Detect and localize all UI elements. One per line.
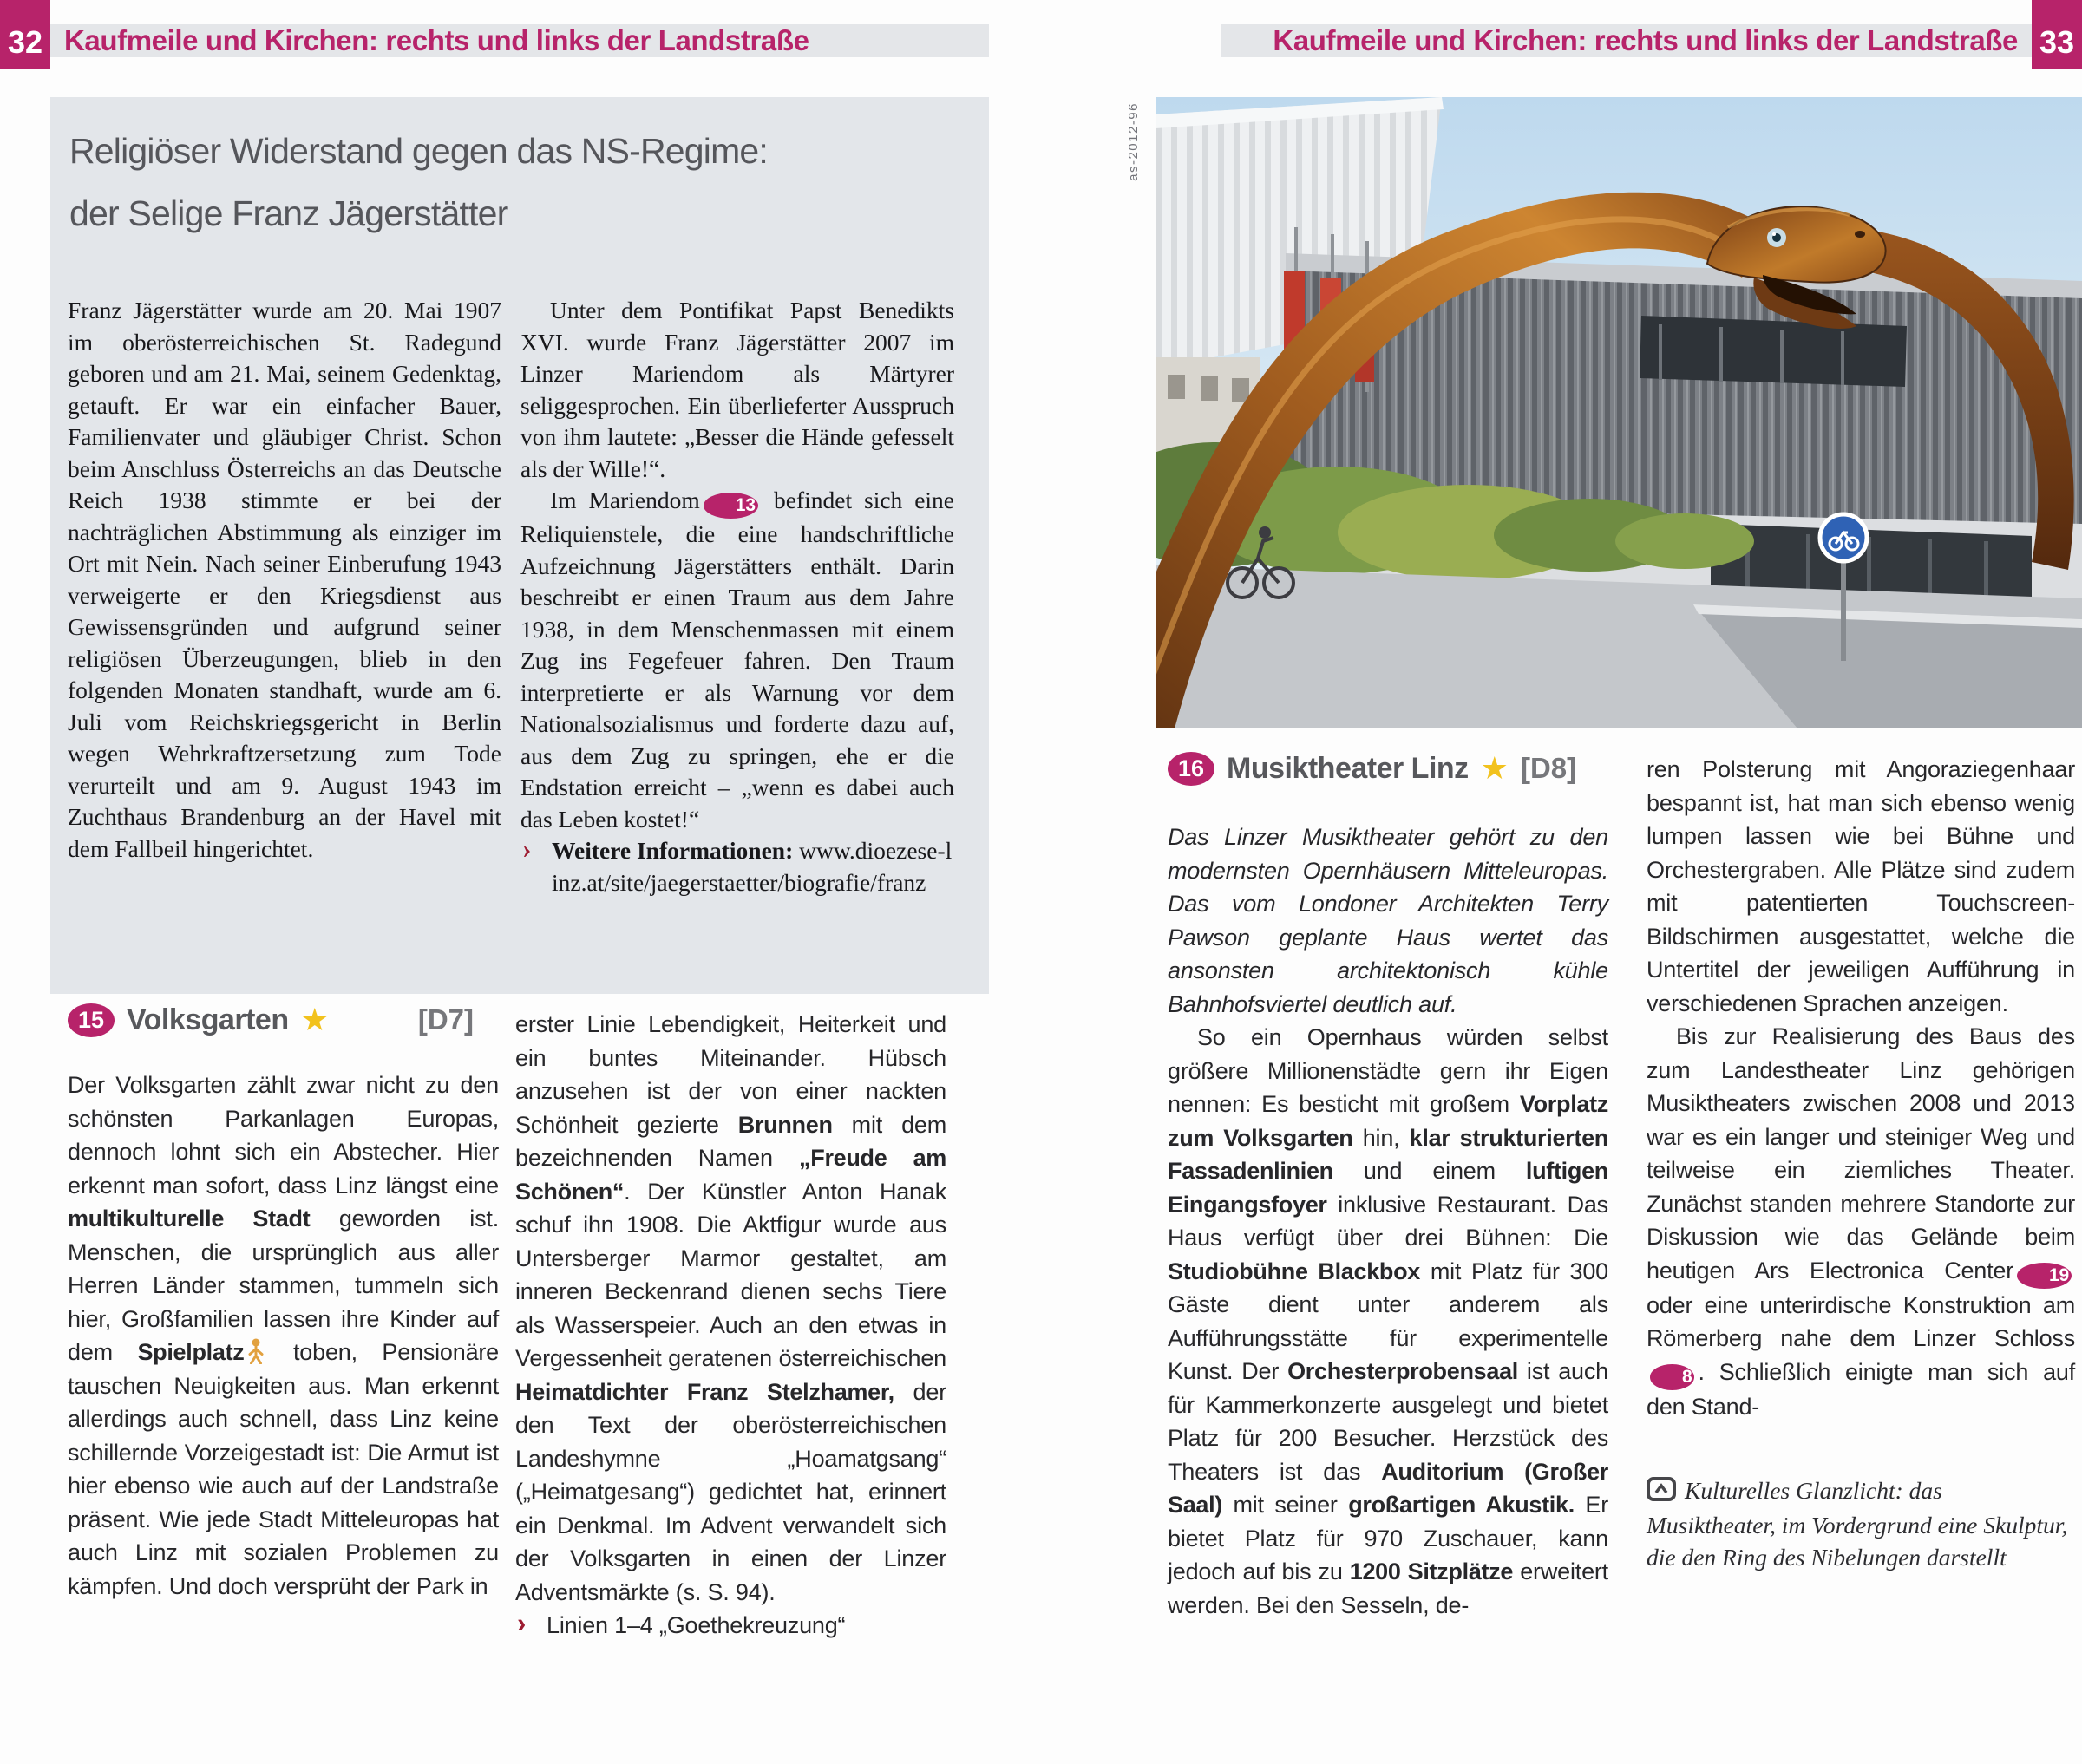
page-number-right: 33: [2032, 0, 2082, 69]
chevron-icon: ›: [517, 1608, 527, 1638]
section-heading-volksgarten: [68, 999, 474, 1041]
poi-badge-19: 19: [2017, 1263, 2072, 1289]
poi-badge-16: 16: [1168, 752, 1214, 786]
photo-credit: as-2012-96: [1126, 102, 1141, 181]
running-head-right: [1221, 24, 2032, 57]
person-icon: [247, 1338, 265, 1364]
poi-badge-15: 15: [68, 1003, 115, 1037]
infobox-religioeser-widerstand: [50, 97, 989, 994]
grid-reference-volksgarten: [D7]: [417, 1003, 474, 1036]
infobox-heading: Religiöser Widerstand gegen das NS-Regime: der Selige Franz Jägerstätter: [69, 131, 769, 233]
running-head-title-left: Kaufmeile und Kirchen: rechts und links der Landstraße: [64, 24, 809, 56]
volksgarten-column-left: Der Volksgarten zählt zwar nicht zu den schönsten Parkanlagen Europas, dennoch lohnt sich ein Abstecher. Hier erkennt man sofort, dass Linz längst eine multikulturelle Stadt geworden ist. Menschen, die ursprünglich aus aller Herren Länder stammen, tummeln sich hier, Großfamilien lassen ihre Kinder auf dem Spielplatz toben, Pensionäre tauschen Neuigkeiten aus. Man erkennt allerdings auch schnell, dass Linz keine schillernde Vorzeigestadt ist: Die Armut ist hier ebenso wie auch auf der Landstraße präsent. Wie jede Stadt Mitteleuropas hat auch Linz mit sozialen Problemen zu kämpfen. Und doch versprüht der Park in: [68, 1072, 499, 1599]
star-icon: ★: [300, 1002, 329, 1037]
photo-above-icon: [1647, 1477, 1676, 1509]
poi-badge-8: 8: [1650, 1364, 1694, 1390]
photo-caption-text: Kulturelles Glanzlicht: das Musiktheater, im Vordergrund eine Skulptur, die den Ring des Nibelungen darstellt: [1647, 1477, 2068, 1571]
musiktheater-column-right: ren Polsterung mit Angoraziegenhaar bespannt ist, hat man sich ebenso wenig lumpen lassen wie bei Bühne und Orchestergraben. Alle Plätze sind zudem mit patentierten Touchscreen-Bildschirmen ausgestattet, welche die Untertitel der jeweiligen Aufführung in verschiedenen Sprachen anzeigen. Bis zur Realisierung des Baus des zum Landestheater Linz gehörigen Musiktheaters zwischen 2008 und 2013 war es ein langer und steiniger Weg und teilweise ein ziemliches Theater. Zunächst standen mehrere Standorte zur Diskussion wie das Gelände beim heutigen Ars Electronica Center 19 oder eine unterirdische Konstruktion am Römerberg nahe dem Linzer Schloss8 . Schließlich einigte man sich auf den Stand-: [1647, 756, 2075, 1420]
running-head-left: [50, 24, 989, 57]
section-title-musiktheater: Musiktheater Linz: [1227, 751, 1469, 785]
infobox-column-right: Unter dem Pontifikat Papst Benedikts XVI. wurde Franz Jägerstätter 2007 im Linzer Mariendom als Märtyrer seliggesprochen. Ein überlieferter Ausspruch von ihm lautete: „Besser die Hände gefesselt als der Wille!“. Im Mariendom 13 befindet sich eine Reliquienstele, die eine handschriftliche Aufzeichnung Jägerstätters enthält. Darin beschreibt er einen Traum aus dem Jahre 1938, in dem Menschenmassen mit einem Zug ins Fegefeuer fahren. Den Traum interpretierte er als Warnung vor dem Nationalsozialismus und forderte dazu auf, aus dem Zug zu springen, ehe er die Endstation erreicht – „wenn es dabei auch das Leben kostet!“ › Weitere Informationen: www.dioezese-linz.at/site/jaegerstaetter/biografie/franz: [520, 297, 954, 896]
musiktheater-column-left: Das Linzer Musiktheater gehört zu den modernsten Opernhäusern Mitteleuropas. Das vom Londoner Architekten Terry Pawson geplante Haus wertet das ansonsten architektonisch kühle Bahnhofsviertel deutlich auf. So ein Opernhaus würden selbst größere Millionenstädte gern ihr Eigen nennen: Es besticht mit großem Vorplatz zum Volksgarten hin, klar strukturierten Fassadenlinien und einem luftigen Eingangsfoyer inklusive Restaurant. Das Haus verfügt über drei Bühnen: Die Studiobühne Blackbox mit Platz für 300 Gäste dient unter anderem als Aufführungsstätte für experimentelle Kunst. Der Orchesterprobensaal ist auch für Kammerkonzerte ausgelegt und bietet Platz für 200 Besucher. Herzstück des Theaters ist das Auditorium (Großer Saal) mit seiner großartigen Akustik. Er bietet Platz für 970 Zuschauer, kann jedoch auf bis zu 1200 Sitzplätze erweitert werden. Bei den Sesseln, de-: [1168, 824, 1609, 1618]
photo-caption: [1647, 1474, 2073, 1573]
infobox-column-left: Franz Jägerstätter wurde am 20. Mai 1907 im oberösterreichischen St. Radegund geboren und am 21. Mai, seinem Gedenktag, getauft. Er war ein einfacher Bauer, Familienvater und gläubiger Christ. Schon beim Anschluss Österreichs an das Deutsche Reich 1938 stimmte er bei der nachträglichen Abstimmung als einziger im Ort mit Nein. Nach seiner Einberufung 1943 verweigerte er den Kriegsdienst aus Gewissensgründen und aufgrund seiner religiösen Überzeugungen, blieb in den folgenden Monaten standhaft, wurde am 6. Juli vom Reichskriegsgericht in Berlin wegen Wehrkraftzersetzung zum Tode verurteilt und am 9. August 1943 im Zuchthaus Brandenburg an der Havel mit dem Fallbeil hingerichtet.: [68, 297, 501, 862]
grid-reference-musiktheater: [D8]: [1520, 752, 1577, 784]
section-heading-musiktheater: [1168, 748, 1577, 789]
balcony-glass: [1640, 316, 1907, 387]
volksgarten-column-right: erster Linie Lebendigkeit, Heiterkeit und ein buntes Miteinander. Hübsch anzusehen ist der von einer nackten Schönheit gezierte Brunnen mit dem bezeichnenden Namen „Freude am Schönen“. Der Künstler Anton Hanak schuf ihn 1908. Die Aktfigur wurde aus Untersberger Marmor gestaltet, am inneren Beckenrand dienen sechs Tiere als Wasserspeier. Auch an den etwas in Vergessenheit geratenen österreichischen Heimatdichter Franz Stelzhamer, der den Text der oberösterreichischen Landeshymne „Hoamatgsang“ („Heimatgesang“) gedichtet hat, erinnert ein Denkmal. Im Advent verwandelt sich der Volksgarten in einen der Linzer Adventsmärkte (s. S. 94). › Linien 1–4 „Goethekreuzung“: [515, 1008, 946, 1643]
running-head-title-right: Kaufmeile und Kirchen: rechts und links der Landstraße: [1273, 24, 2018, 56]
musiktheater-photo-illustration: [1156, 97, 2082, 728]
poi-badge-13: 13: [704, 493, 758, 519]
section-title-volksgarten: Volksgarten: [127, 1003, 289, 1036]
star-icon: ★: [1480, 750, 1509, 786]
chevron-icon: ›: [522, 833, 532, 864]
page-number-left: 32: [0, 0, 50, 69]
musiktheater-photo: [1156, 97, 2082, 728]
